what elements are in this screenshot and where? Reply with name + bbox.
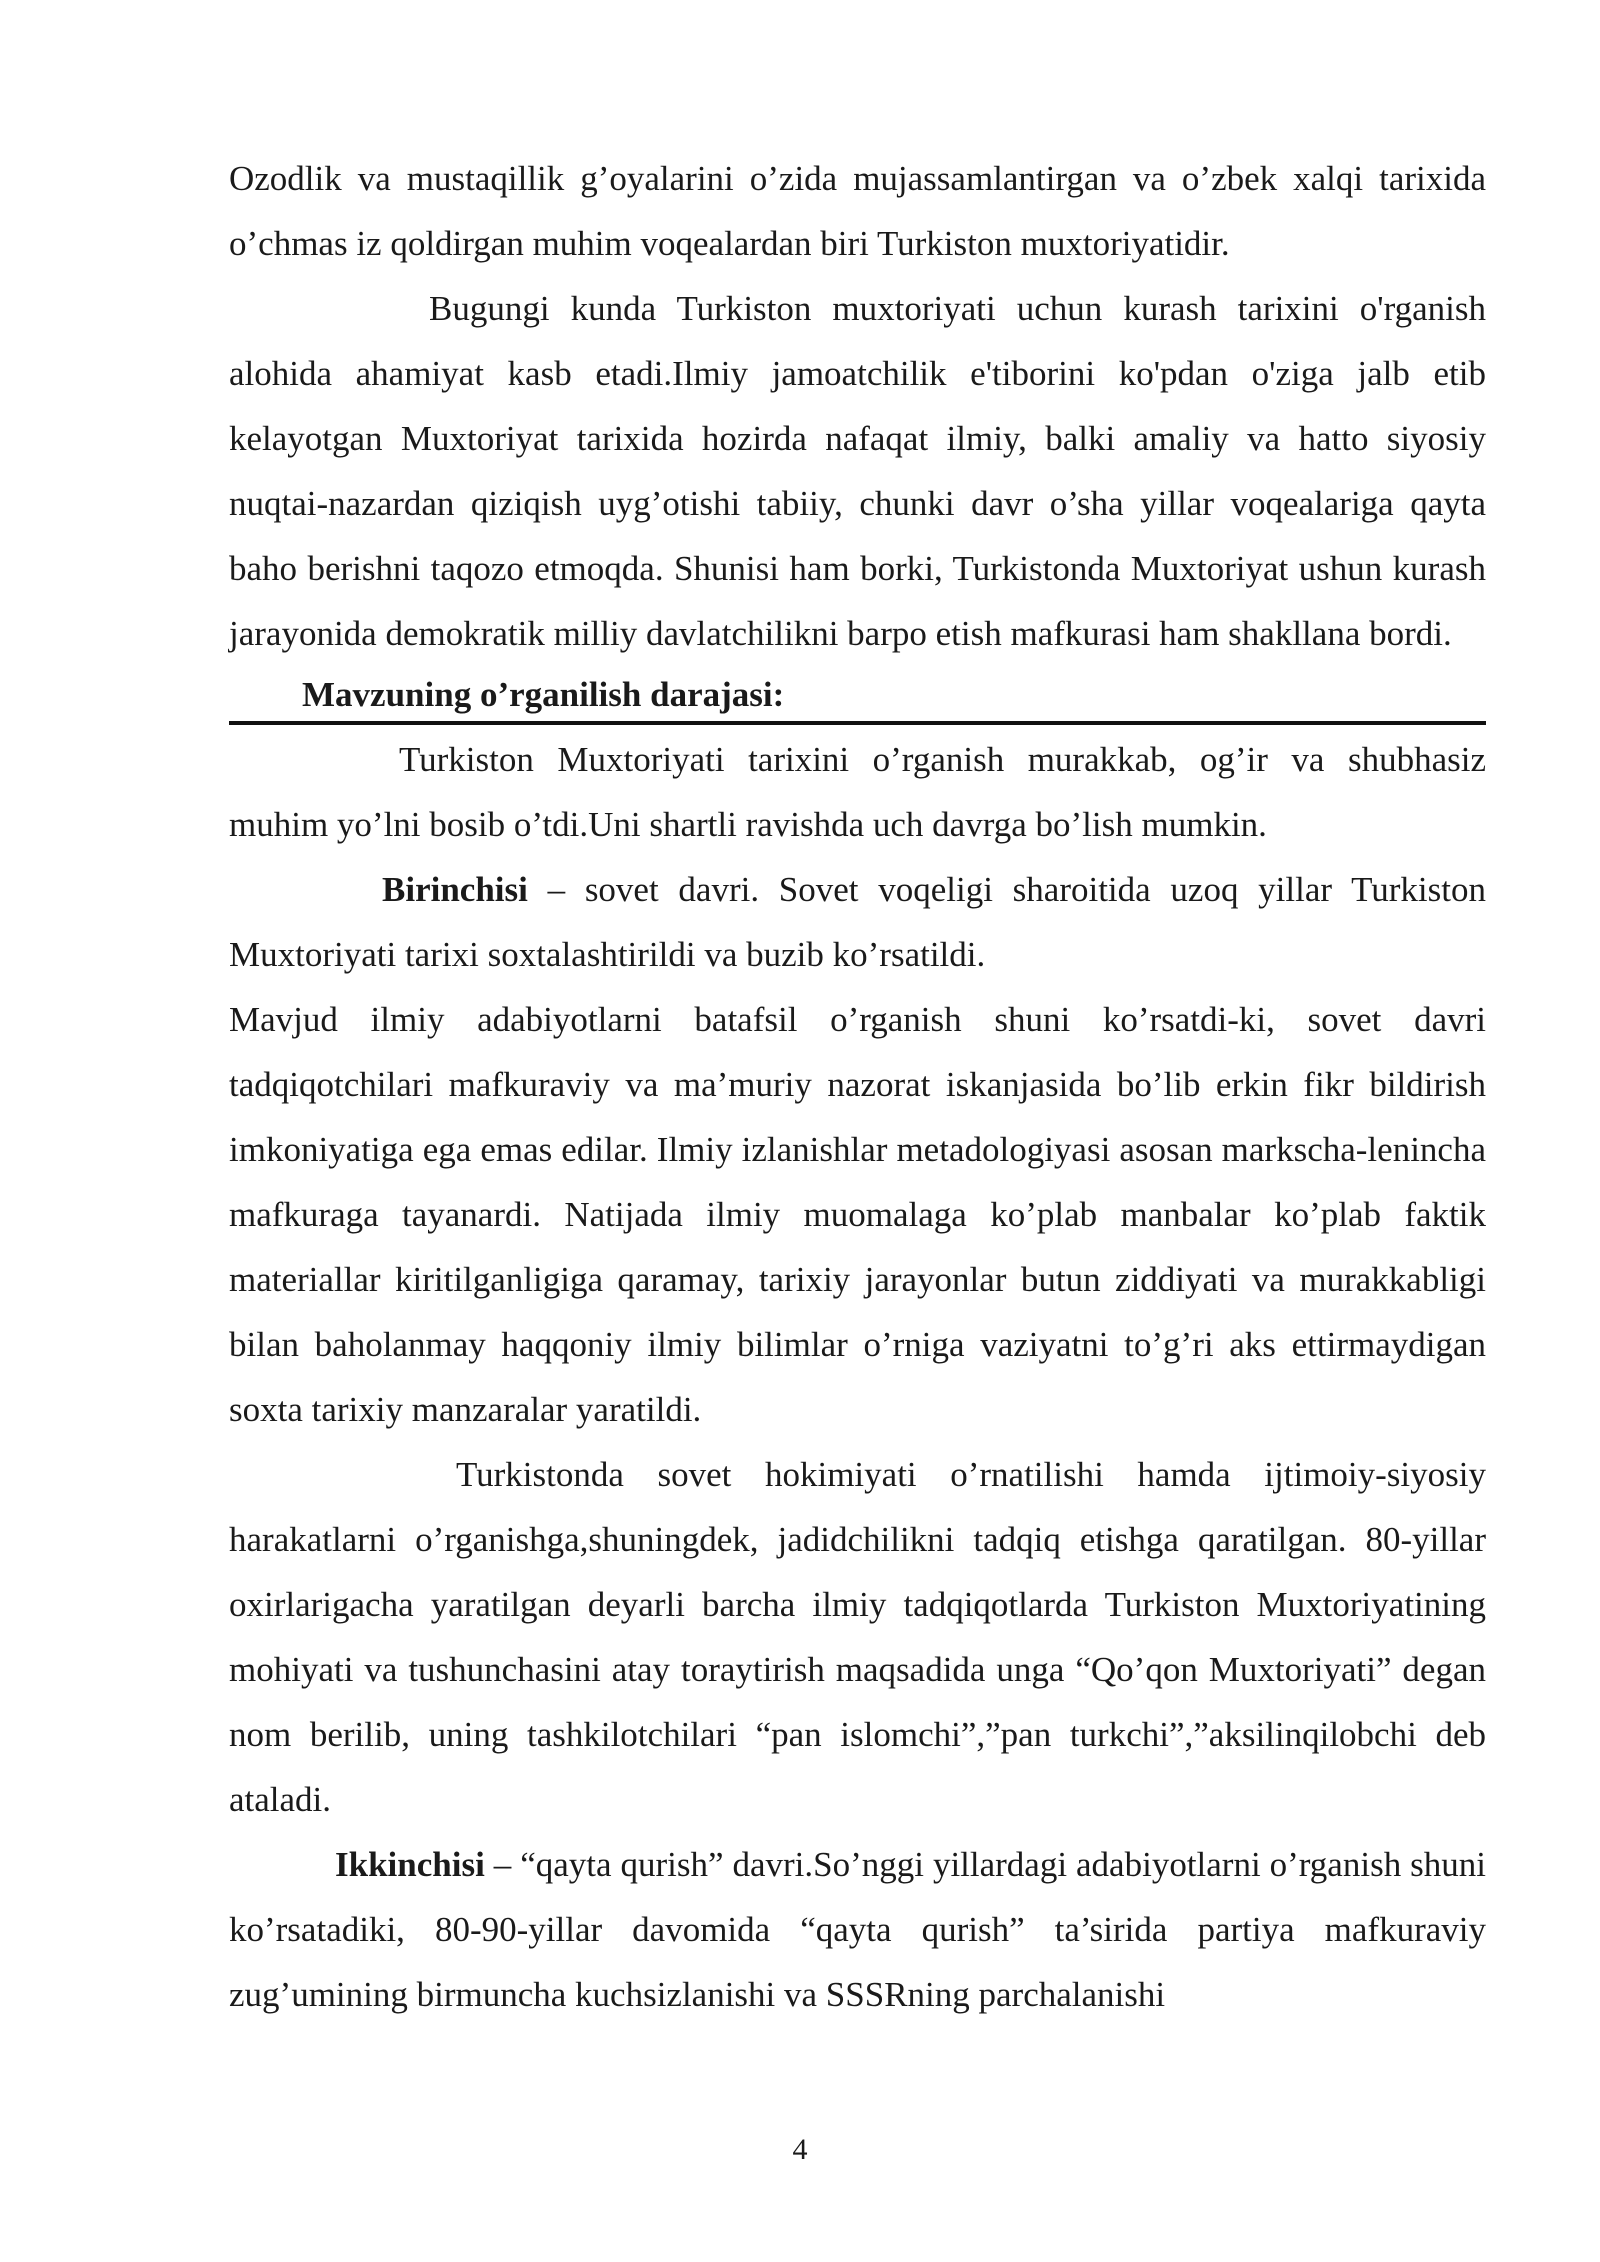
- first-period-label: Birinchisi: [382, 870, 528, 909]
- first-period-text: – sovet davri. Sovet voqeligi sharoitida uzoq yillar Turkiston Muxtoriyati tarixi soxtalashtirildi va buzib ko’rsatildi.: [229, 870, 1486, 974]
- second-period-text: – “qayta qurish” davri.So’nggi yillardagi adabiyotlarni o’rganish shuni ko’rsatadiki, 80-90-yillar davomida “qayta qurish” ta’sirida partiya mafkuraviy zug’umining birmuncha kuchsizlanishi va SSSRning parchalanishi: [229, 1845, 1486, 2014]
- paragraph-soviet-research: Mavjud ilmiy adabiyotlarni batafsil o’rganish shuni ko’rsatdi-ki, sovet davri tadqiqotchilari mafkuraviy va ma’muriy nazorat iskanjasida bo’lib erkin fikr bildirish imkoniyatiga ega emas edilar. Ilmiy izlanishlar metadologiyasi asosan markscha-lenincha mafkuraga tayanardi. Natijada ilmiy muomalaga ko’plab manbalar ko’plab faktik materiallar kiritilganligiga qaramay, tarixiy jarayonlar butun ziddiyati va murakkabligi bilan baholanmay haqqoniy ilmiy bilimlar o’rniga vaziyatni to’g’ri aks ettirmaydigan soxta tarixiy manzaralar yaratildi.: [229, 1000, 1486, 1429]
- paragraph-soviet-power: Turkistonda sovet hokimiyati o’rnatilishi hamda ijtimoiy-siyosiy harakatlarni o’rganishga,shuningdek, jadidchilikni tadqiq etishga qaratilgan. 80-yillar oxirlarigacha yaratilgan deyarli barcha ilmiy tadqiqotlarda Turkiston Muxtoriyatining mohiyati va tushunchasini atay toraytirish maqsadida unga “Qo’qon Muxtoriyati” degan nom berilib, uning tashkilotchilari “pan islomchi”,”pan turkchi”,”aksilinqilobchi deb ataladi.: [229, 1455, 1486, 1819]
- paragraph-second-period: [229, 1832, 1486, 2027]
- second-period-label: Ikkinchisi: [335, 1845, 485, 1884]
- section-heading: Mavzuning o’rganilish darajasi:: [229, 666, 1486, 725]
- paragraph-first-period: [229, 857, 1486, 987]
- paragraph-study-overview: Turkiston Muxtoriyati tarixini o’rganish murakkab, og’ir va shubhasiz muhim yo’lni bosib o’tdi.Uni shartli ravishda uch davrga bo’lish mumkin.: [229, 740, 1486, 844]
- paragraph-intro: Ozodlik va mustaqillik g’oyalarini o’zida mujassamlantirgan va o’zbek xalqi tarixida o’chmas iz qoldirgan muhim voqealardan biri Turkiston muxtoriyatidir.: [229, 159, 1486, 263]
- paragraph-relevance: Bugungi kunda Turkiston muxtoriyati uchun kurash tarixini o'rganish alohida ahamiyat kasb etadi.Ilmiy jamoatchilik e'tiborini ko'pdan o'ziga jalb etib kelayotgan Muxtoriyat tarixida hozirda nafaqat ilmiy, balki amaliy va hatto siyosiy nuqtai-nazardan qiziqish uyg’otishi tabiiy, chunki davr o’sha yillar voqealariga qayta baho berishni taqozo etmoqda. Shunisi ham borki, Turkistonda Muxtoriyat ushun kurash jarayonida demokratik milliy davlatchilikni barpo etish mafkurasi ham shakllana bordi.: [229, 289, 1486, 653]
- page-number: 4: [792, 2133, 808, 2166]
- document-page: [229, 146, 1486, 2027]
